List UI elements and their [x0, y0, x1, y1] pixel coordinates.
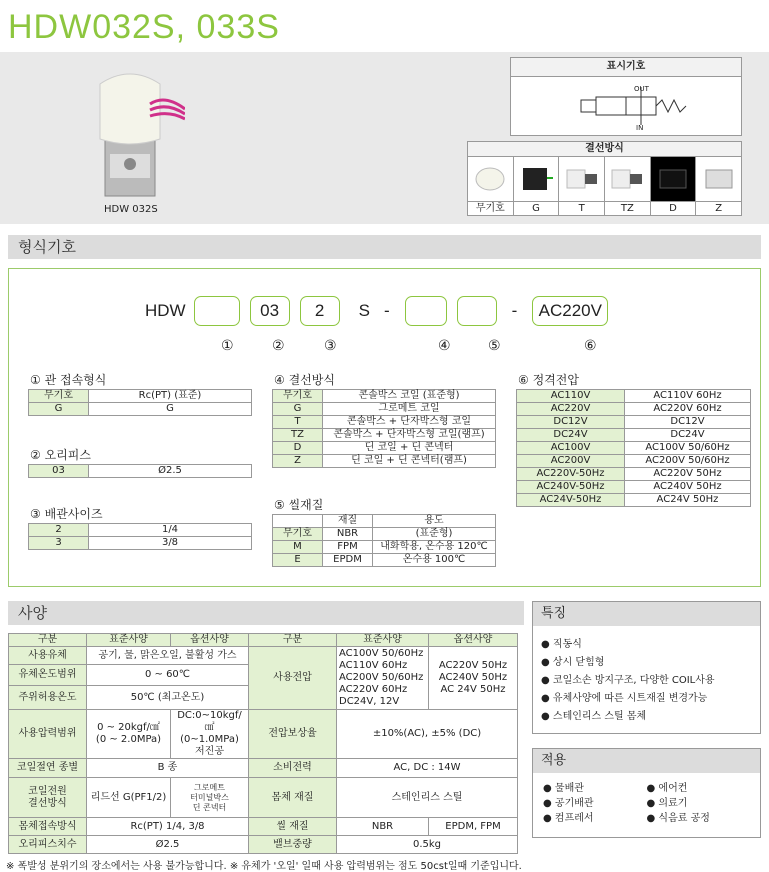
features-title: 특징: [533, 602, 760, 626]
valve-image: [95, 64, 185, 199]
features-panel: [532, 601, 761, 734]
table-row: 주위허용온도 50℃ (최고온도): [9, 686, 518, 710]
table-row: 무기호 콘솔박스 코일 (표준형): [273, 390, 496, 403]
t6-table: [516, 389, 751, 507]
product-caption: HDW 032S: [104, 204, 158, 215]
list-item: ● 유체사양에 따른 시트재질 변경가능: [541, 693, 708, 704]
t5-title: ⑤ 씰재질: [274, 498, 324, 512]
coil-terminal-image: [559, 157, 605, 201]
coil-din-lamp-image: [696, 157, 741, 201]
list-item: ● 물배관: [543, 783, 584, 794]
t4-table: [272, 389, 496, 468]
connection-label: G: [514, 202, 560, 216]
model-code: [145, 296, 613, 326]
table-row: 무기호 NBR (표준형): [273, 528, 496, 541]
list-item: ● 스테인리스 스틸 몸체: [541, 711, 647, 722]
table-row: AC110V AC110V 60Hz: [517, 390, 751, 403]
code-box-6: AC220V: [532, 296, 608, 326]
table-row: 무기호 Rc(PT) (표준): [29, 390, 252, 403]
list-item: ● 의료기: [646, 798, 688, 809]
applications-title: 적용: [533, 749, 760, 773]
connection-label: T: [559, 202, 605, 216]
table-row: TZ 콘솔박스 + 단자박스형 코일(램프): [273, 429, 496, 442]
code-dash: -: [511, 301, 518, 320]
table-row: 사용유체 공기, 물, 맑은오일, 불활성 가스 사용전압 AC100V 50/60Hz AC110V 60Hz AC200V 50/60Hz AC220V 60Hz DC24V, 12V AC220V 50Hz AC240V 50Hz AC 24V 50Hz: [9, 647, 518, 665]
table-row: 사용압력범위 0 ~ 20kgf/㎠ (0 ~ 2.0MPa) DC:0~10kgf/㎠ (0~1.0MPa) 저진공 전압보상율 ±10%(AC), ±5% (DC): [9, 710, 518, 759]
in-label: IN: [636, 124, 644, 132]
table-row: 오리피스치수 Ø2.5 밸브중량 0.5kg: [9, 836, 518, 854]
list-item: ● 에어컨: [646, 783, 688, 794]
code-number: ⑥: [584, 338, 597, 354]
table-row: AC220V AC220V 60Hz: [517, 403, 751, 416]
code-box-1: [194, 296, 240, 326]
table-row: 코일절연 종별 B 종 소비전력 AC, DC : 14W: [9, 759, 518, 778]
table-row: 3 3/8: [29, 537, 252, 550]
code-number: ④: [438, 338, 451, 354]
connection-label: D: [651, 202, 697, 216]
coil-din-image: [651, 157, 697, 201]
page-title: HDW032S, 033S: [8, 8, 280, 46]
spec-table: [8, 633, 518, 854]
table-row: DC12V DC12V: [517, 416, 751, 429]
t3-title: ③ 배관사이즈: [30, 507, 103, 521]
code-number: ②: [272, 338, 285, 354]
t1-table: [28, 389, 252, 416]
t6-title: ⑥ 정격전압: [518, 373, 579, 387]
connection-label: TZ: [605, 202, 651, 216]
table-row: M FPM 내화학용, 온수용 120℃: [273, 541, 496, 554]
table-row: AC240V-50Hz AC240V 50Hz: [517, 481, 751, 494]
table-row: 재질 용도: [273, 515, 496, 528]
table-row: DC24V DC24V: [517, 429, 751, 442]
t2-table: [28, 464, 252, 478]
t1-title: ① 관 접속형식: [30, 373, 107, 387]
code-number: ③: [324, 338, 337, 354]
list-item: ● 컴프레서: [543, 813, 594, 824]
table-row: AC200V AC200V 50/60Hz: [517, 455, 751, 468]
footnote: ※ 폭발성 분위기의 장소에서는 사용 불가능합니다. ※ 유체가 '오일' 일때 사용 압력범위는 점도 50cst일때 기준입니다.: [6, 861, 522, 872]
valve-symbol-icon: [511, 77, 741, 135]
applications-panel: [532, 748, 761, 838]
list-item: ● 코일소손 방지구조, 다양한 COIL사용: [541, 675, 715, 686]
table-row: AC24V-50Hz AC24V 50Hz: [517, 494, 751, 507]
t5-table: [272, 514, 496, 567]
table-row: AC100V AC100V 50/60Hz: [517, 442, 751, 455]
table-row: E EPDM 온수용 100℃: [273, 554, 496, 567]
code-box-4: [405, 296, 447, 326]
table-row: Z 딘 코일 + 딘 콘넥터(램프): [273, 455, 496, 468]
code-dash: -: [383, 301, 390, 320]
code-series: S: [358, 301, 370, 320]
code-box-5: [457, 296, 497, 326]
table-row: T 콘솔박스 + 단자박스형 코일: [273, 416, 496, 429]
list-item: ● 공기배관: [543, 798, 594, 809]
table-row: D 딘 코일 + 딘 콘넥터: [273, 442, 496, 455]
coil-standard-image: [468, 157, 514, 201]
code-number: ⑤: [488, 338, 501, 354]
table-row: 03 Ø2.5: [29, 465, 252, 478]
section-model-header: 형식기호: [8, 235, 761, 259]
table-row: 몸체접속방식 Rc(PT) 1/4, 3/8 씰 재질 NBR EPDM, FPM: [9, 818, 518, 836]
coil-grommet-image: [514, 157, 560, 201]
t4-title: ④ 결선방식: [274, 373, 335, 387]
t2-title: ② 오리피스: [30, 448, 91, 462]
code-prefix: HDW: [145, 301, 186, 320]
t3-table: [28, 523, 252, 550]
table-row: 유체온도범위 0 ~ 60℃: [9, 665, 518, 686]
connection-label: 무기호: [468, 202, 514, 216]
table-row: 코일전원 결선방식 리드선 G(PF1/2) 그로메트 터미널박스 딘 콘넥터 몸체 재질 스테인리스 스틸: [9, 778, 518, 818]
connection-label: Z: [715, 203, 723, 214]
connection-header: 결선방식: [468, 142, 741, 157]
symbol-header: 표시기호: [511, 58, 741, 77]
code-box-2: 03: [250, 296, 290, 326]
out-label: OUT: [634, 85, 649, 93]
coil-terminal-lamp-image: [605, 157, 651, 201]
list-item: ● 상시 닫힘형: [541, 657, 605, 668]
table-row: G 그로메트 코일: [273, 403, 496, 416]
table-row: G G: [29, 403, 252, 416]
list-item: ● 식음료 공정: [646, 813, 710, 824]
code-box-3: 2: [300, 296, 340, 326]
table-row: 구분 표준사양 옵션사양 구분 표준사양 옵션사양: [9, 634, 518, 647]
list-item: ● 직동식: [541, 639, 582, 650]
connection-box: [467, 141, 742, 216]
symbol-box: [510, 57, 742, 136]
table-row: AC220V-50Hz AC220V 50Hz: [517, 468, 751, 481]
table-row: 2 1/4: [29, 524, 252, 537]
section-spec-header: 사양: [8, 601, 524, 625]
code-number: ①: [221, 338, 234, 354]
